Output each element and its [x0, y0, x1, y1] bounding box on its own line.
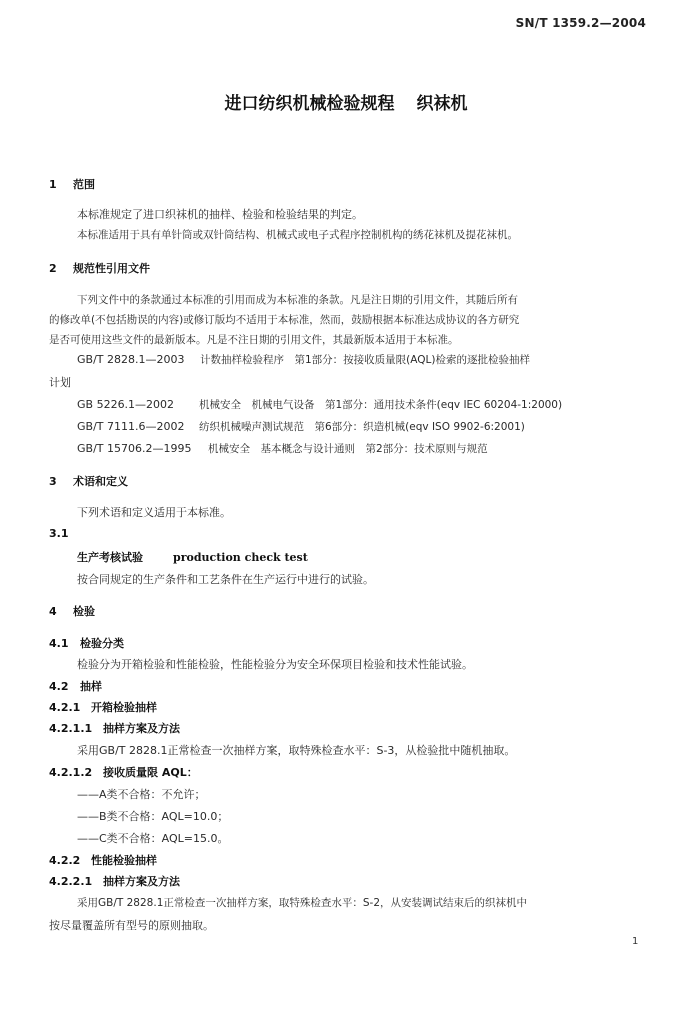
subsection-4-2-1-1-text: 采用GB/T 2828.1正常检查一次抽样方案，取特殊检查水平：S-3，从检验批中随机抽取。 — [77, 744, 516, 757]
section-1-para-2: 本标准适用于具有单针筒或双针筒结构、机械式或电子式程序控制机构的绣花袜机及提花袜机。 — [77, 229, 518, 241]
subsection-4-2-2-1-heading: 4.2.2.1 抽样方案及方法 — [49, 875, 180, 888]
section-1-para-1: 本标准规定了进口织袜机的抽样、检验和检验结果的判定。 — [77, 208, 363, 221]
subsection-4-2-1-1-heading: 4.2.1.1 抽样方案及方法 — [49, 722, 180, 735]
subsection-4-2-2-1-text-line-2: 按尽量覆盖所有型号的原则抽取。 — [49, 919, 214, 932]
section-4-heading: 4 检验 — [49, 605, 95, 618]
title-main: 进口纺织机械检验规程 — [224, 94, 395, 114]
aql-item-b: ——B类不合格：AQL=10.0； — [77, 810, 229, 823]
subsection-4-2-1-2-heading: 4.2.1.2 接收质量限 AQL： — [49, 766, 198, 779]
title-sub: 织袜机 — [416, 94, 468, 114]
reference-4: GB/T 15706.2—1995 机械安全 基本概念与设计通则 第2部分：技术原则与规范 — [77, 442, 488, 455]
subsection-4-2-2-heading: 4.2.2 性能检验抽样 — [49, 854, 157, 867]
section-1-heading: 1 范围 — [49, 178, 95, 191]
reference-1: GB/T 2828.1—2003 计数抽样检验程序 第1部分：按接收质量限(AQL)检索的逐批检验抽样 — [77, 353, 530, 366]
section-3-heading: 3 术语和定义 — [49, 475, 128, 488]
section-3-para: 下列术语和定义适用于本标准。 — [77, 506, 231, 519]
subsection-4-1-heading: 4.1 检验分类 — [49, 637, 124, 650]
section-2-intro-line-2: 的修改单(不包括勘误的内容)或修订版均不适用于本标准，然而，鼓励根据本标准达成协议的各方研究 — [49, 314, 520, 326]
subsection-4-2-1-heading: 4.2.1 开箱检验抽样 — [49, 701, 157, 714]
section-2-intro-line-1: 下列文件中的条款通过本标准的引用而成为本标准的条款。凡是注日期的引用文件，其随后所有 — [77, 294, 518, 306]
document-title — [0, 89, 692, 114]
subsection-4-2-2-1-text-line-1: 采用GB/T 2828.1正常检查一次抽样方案，取特殊检查水平：S-2，从安装调试结束后的织袜机中 — [77, 897, 528, 909]
term-entry: 生产考核试验 production check test — [77, 551, 308, 564]
subsection-4-2-heading: 4.2 抽样 — [49, 680, 102, 693]
aql-item-c: ——C类不合格：AQL=15.0。 — [77, 832, 229, 845]
subsection-3-1-number: 3.1 — [49, 527, 69, 540]
subsection-4-1-text: 检验分为开箱检验和性能检验，性能检验分为安全环保项目检验和技术性能试验。 — [77, 658, 473, 671]
standard-number: SN/T 1359.2—2004 — [515, 16, 646, 30]
section-2-intro-line-3: 是否可使用这些文件的最新版本。凡是不注日期的引用文件，其最新版本适用于本标准。 — [49, 334, 459, 346]
aql-item-a: ——A类不合格：不允许； — [77, 788, 206, 801]
reference-3: GB/T 7111.6—2002 纺织机械噪声测试规范 第6部分：织造机械(eqv ISO 9902-6:2001) — [77, 420, 525, 433]
term-definition: 按合同规定的生产条件和工艺条件在生产运行中进行的试验。 — [77, 573, 374, 586]
reference-2: GB 5226.1—2002 机械安全 机械电气设备 第1部分：通用技术条件(eqv IEC 60204-1:2000) — [77, 398, 563, 411]
reference-1-continued: 计划 — [49, 376, 71, 389]
section-2-heading: 2 规范性引用文件 — [49, 262, 150, 275]
page-number: 1 — [632, 936, 639, 947]
